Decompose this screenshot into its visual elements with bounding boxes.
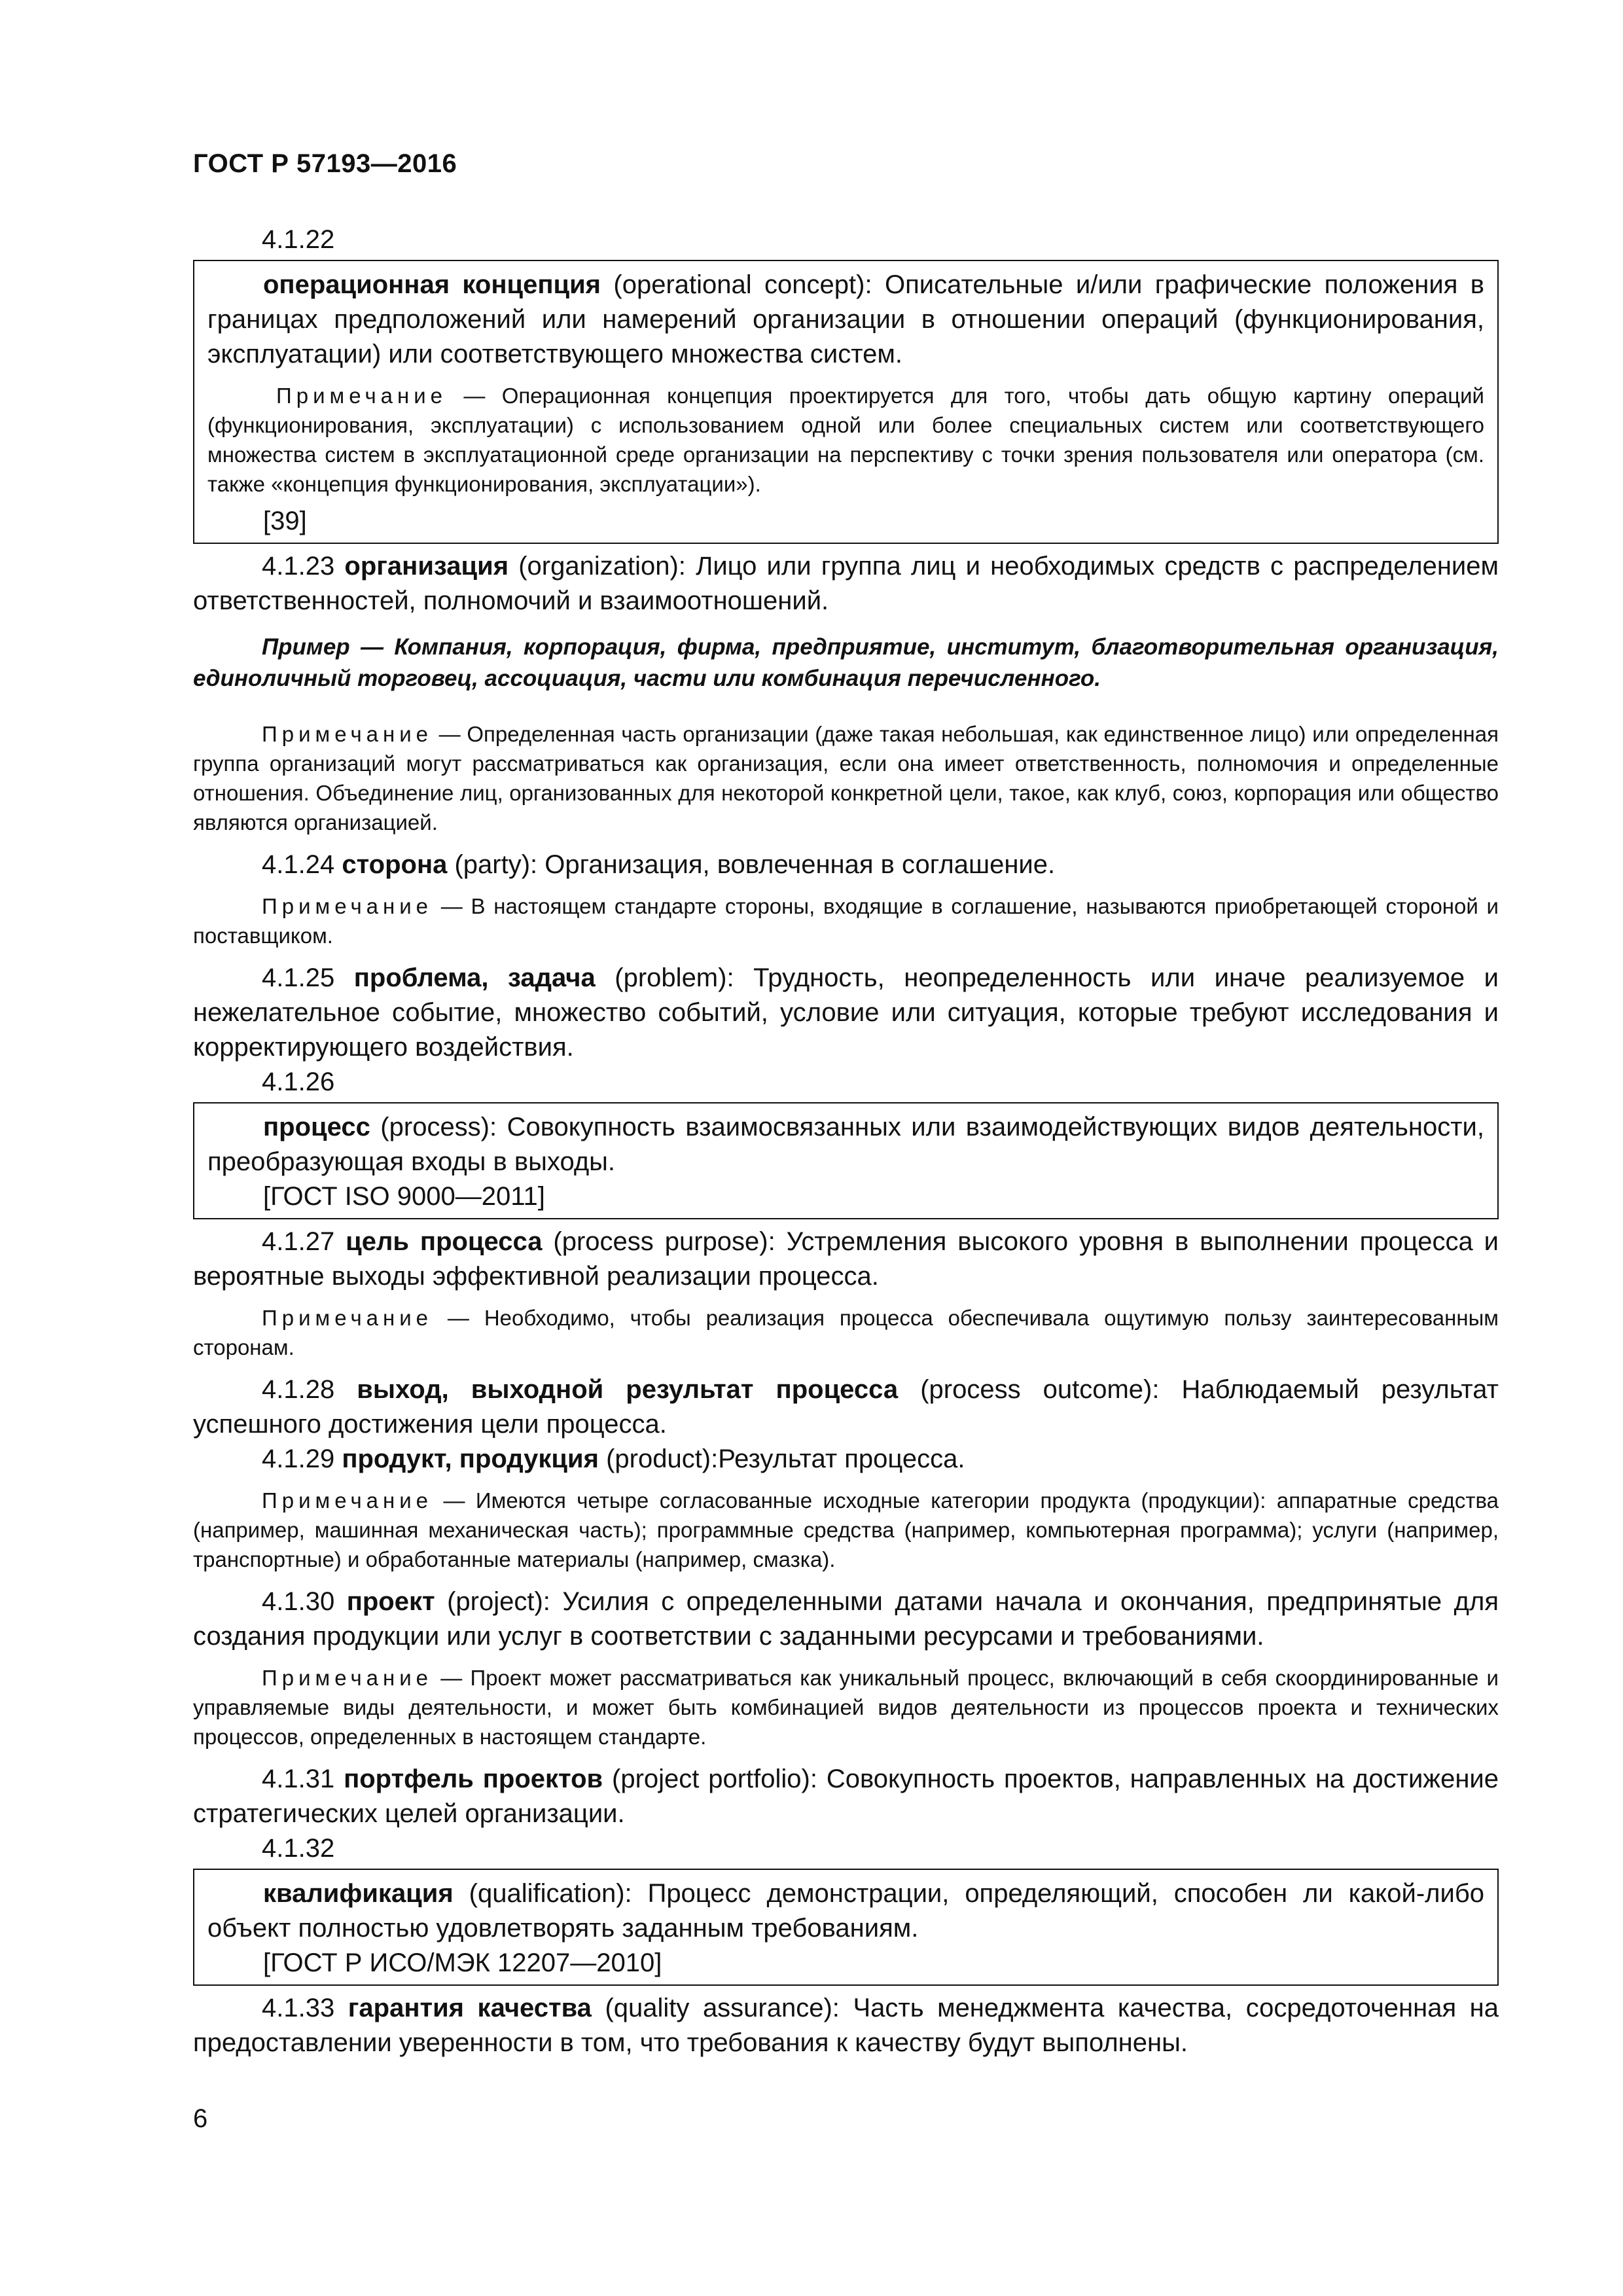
definition-text: (project): Усилия с определенными датами начала и окончания, предпринятые для создания продукции или услуг в соответствии с заданными ресурсами и требованиями.	[193, 1587, 1499, 1651]
definition-text: (problem): Трудность, неопределенность или иначе реализуемое и нежелательное событие, множество событий, условие или ситуация, которые требуют исследования и корректирующего воздействия.	[193, 963, 1499, 1062]
term-definition	[193, 961, 1499, 1065]
definition-text: (project portfolio): Совокупность проектов, направленных на достижение стратегических целей организации.	[193, 1765, 1499, 1828]
source-reference: [39]	[263, 507, 307, 535]
term: портфель проектов	[344, 1765, 603, 1793]
note-text: — Определенная часть организации (даже такая небольшая, как единственное лицо) или определенная группа организаций могут рассматриваться как организация, если она имеет ответственность, полномочия и определенные отношения. Объединение лиц, организованных для некоторой конкретной цели, такое, как клуб, союз, корпорация или общество являются организацией.	[193, 722, 1499, 834]
definition-text: (process outcome): Наблюдаемый результат успешного достижения цели процесса.	[193, 1375, 1499, 1439]
term-definition	[193, 1225, 1499, 1294]
definition-text: (qualification): Процесс демонстрации, определяющий, способен ли какой-либо объект полностью удовлетворять заданным требованиям.	[207, 1879, 1484, 1943]
note-label: Примечание	[262, 1488, 433, 1513]
term-definition	[193, 848, 1499, 882]
term-definition	[207, 1876, 1484, 1946]
entry-number: 4.1.26	[262, 1067, 335, 1096]
source-reference: [ГОСТ Р ИСО/МЭК 12207—2010]	[263, 1948, 662, 1977]
term-definition	[193, 1991, 1499, 2060]
term: выход, выходной результат процесса	[357, 1375, 899, 1404]
term-definition	[193, 1442, 1499, 1477]
term: процесс	[263, 1113, 370, 1141]
definition-text: (product):Результат процесса.	[598, 1444, 965, 1473]
definition-text: (process): Совокупность взаимосвязанных или взаимодействующих видов деятельности, преобразующая входы в выходы.	[207, 1113, 1484, 1176]
entry-number: 4.1.28	[262, 1375, 357, 1404]
entry-number: 4.1.29	[262, 1444, 342, 1473]
document-header: ГОСТ Р 57193—2016	[193, 149, 457, 178]
term-definition	[193, 1762, 1499, 1831]
note-label: Примечание	[262, 1666, 433, 1690]
term-box	[193, 1102, 1499, 1219]
entry-number: 4.1.31	[262, 1765, 344, 1793]
entry-number: 4.1.25	[262, 963, 354, 992]
note-text: — В настоящем стандарте стороны, входящие в соглашение, называются приобретающей стороной и поставщиком.	[193, 894, 1499, 948]
term: организация	[344, 552, 509, 581]
definition-text: (party): Организация, вовлеченная в соглашение.	[447, 850, 1056, 879]
entry-number: 4.1.27	[262, 1227, 346, 1256]
note	[193, 719, 1499, 837]
definition-text: (process purpose): Устремления высокого уровня в выполнении процесса и вероятные выходы эффективной реализации процесса.	[193, 1227, 1499, 1291]
definition-text: (quality assurance): Часть менеджмента качества, сосредоточенная на предоставлении уверенности в том, что требования к качеству будут выполнены.	[193, 1994, 1499, 2057]
entry-number: 4.1.24	[262, 850, 342, 879]
note	[193, 1303, 1499, 1362]
example: Пример — Компания, корпорация, фирма, предприятие, институт, благотворительная организация, единоличный торговец, ассоциация, части или комбинация перечисленного.	[193, 634, 1499, 691]
note	[193, 891, 1499, 950]
term: продукт, продукция	[342, 1444, 599, 1473]
term-box	[193, 1869, 1499, 1986]
term: квалификация	[263, 1879, 454, 1908]
definition-text: (operational concept): Описательные и/или графические положения в границах предположений или намерений организации в отношении операций (функционирования, эксплуатации) или соответствующего множества систем.	[207, 270, 1484, 368]
note-text: — Проект может рассматриваться как уникальный процесс, включающий в себя скоординированные и управляемые виды деятельности, и может быть комбинацией видов деятельности из процессов проекта и технических процессов, определенных в настоящем стандарте.	[193, 1666, 1499, 1749]
note	[193, 1486, 1499, 1574]
term: гарантия качества	[348, 1994, 592, 2022]
note-label: Примечание	[262, 722, 433, 746]
note-label: Примечание	[262, 894, 433, 918]
term-definition	[207, 1110, 1484, 1179]
term-definition	[193, 549, 1499, 619]
term: проблема, задача	[353, 963, 596, 992]
entry-number: 4.1.22	[262, 225, 335, 254]
term-definition	[193, 1585, 1499, 1654]
term: сторона	[342, 850, 448, 879]
source-reference: [ГОСТ ISO 9000—2011]	[263, 1182, 545, 1211]
page-number: 6	[193, 2104, 208, 2133]
term-box	[193, 260, 1499, 544]
entry-number: 4.1.23	[262, 552, 345, 581]
note	[193, 1663, 1499, 1751]
document-body	[193, 223, 1499, 2060]
definition-text: (organization): Лицо или группа лиц и необходимых средств с распределением ответственностей, полномочий и взаимоотношений.	[193, 552, 1499, 615]
note-text: — Необходимо, чтобы реализация процесса обеспечивала ощутимую пользу заинтересованным сторонам.	[193, 1306, 1499, 1359]
note-text: — Имеются четыре согласованные исходные категории продукта (продукции): аппаратные средства (например, машинная механическая часть); программные средства (например, компьютерная программа); услуги (например, транспортные) и обработанные материалы (например, смазка).	[193, 1488, 1499, 1571]
term-definition	[193, 1372, 1499, 1442]
entry-number: 4.1.32	[262, 1834, 335, 1863]
note	[207, 381, 1484, 499]
term-definition	[207, 268, 1484, 372]
note-label: Примечание	[262, 1306, 433, 1330]
term: операционная концепция	[263, 270, 601, 299]
note-label: Примечание	[276, 384, 448, 408]
term: цель процесса	[346, 1227, 543, 1256]
entry-number: 4.1.33	[262, 1994, 348, 2022]
entry-number: 4.1.30	[262, 1587, 347, 1616]
note-text: — Операционная концепция проектируется для того, чтобы дать общую картину операций (функционирования, эксплуатации) с использованием одной или более специальных систем или соответствующего множества систем в эксплуатационной среде организации на перспективу с точки зрения пользователя или оператора (см. также «концепция функционирования, эксплуатации»).	[207, 384, 1484, 496]
term: проект	[346, 1587, 435, 1616]
